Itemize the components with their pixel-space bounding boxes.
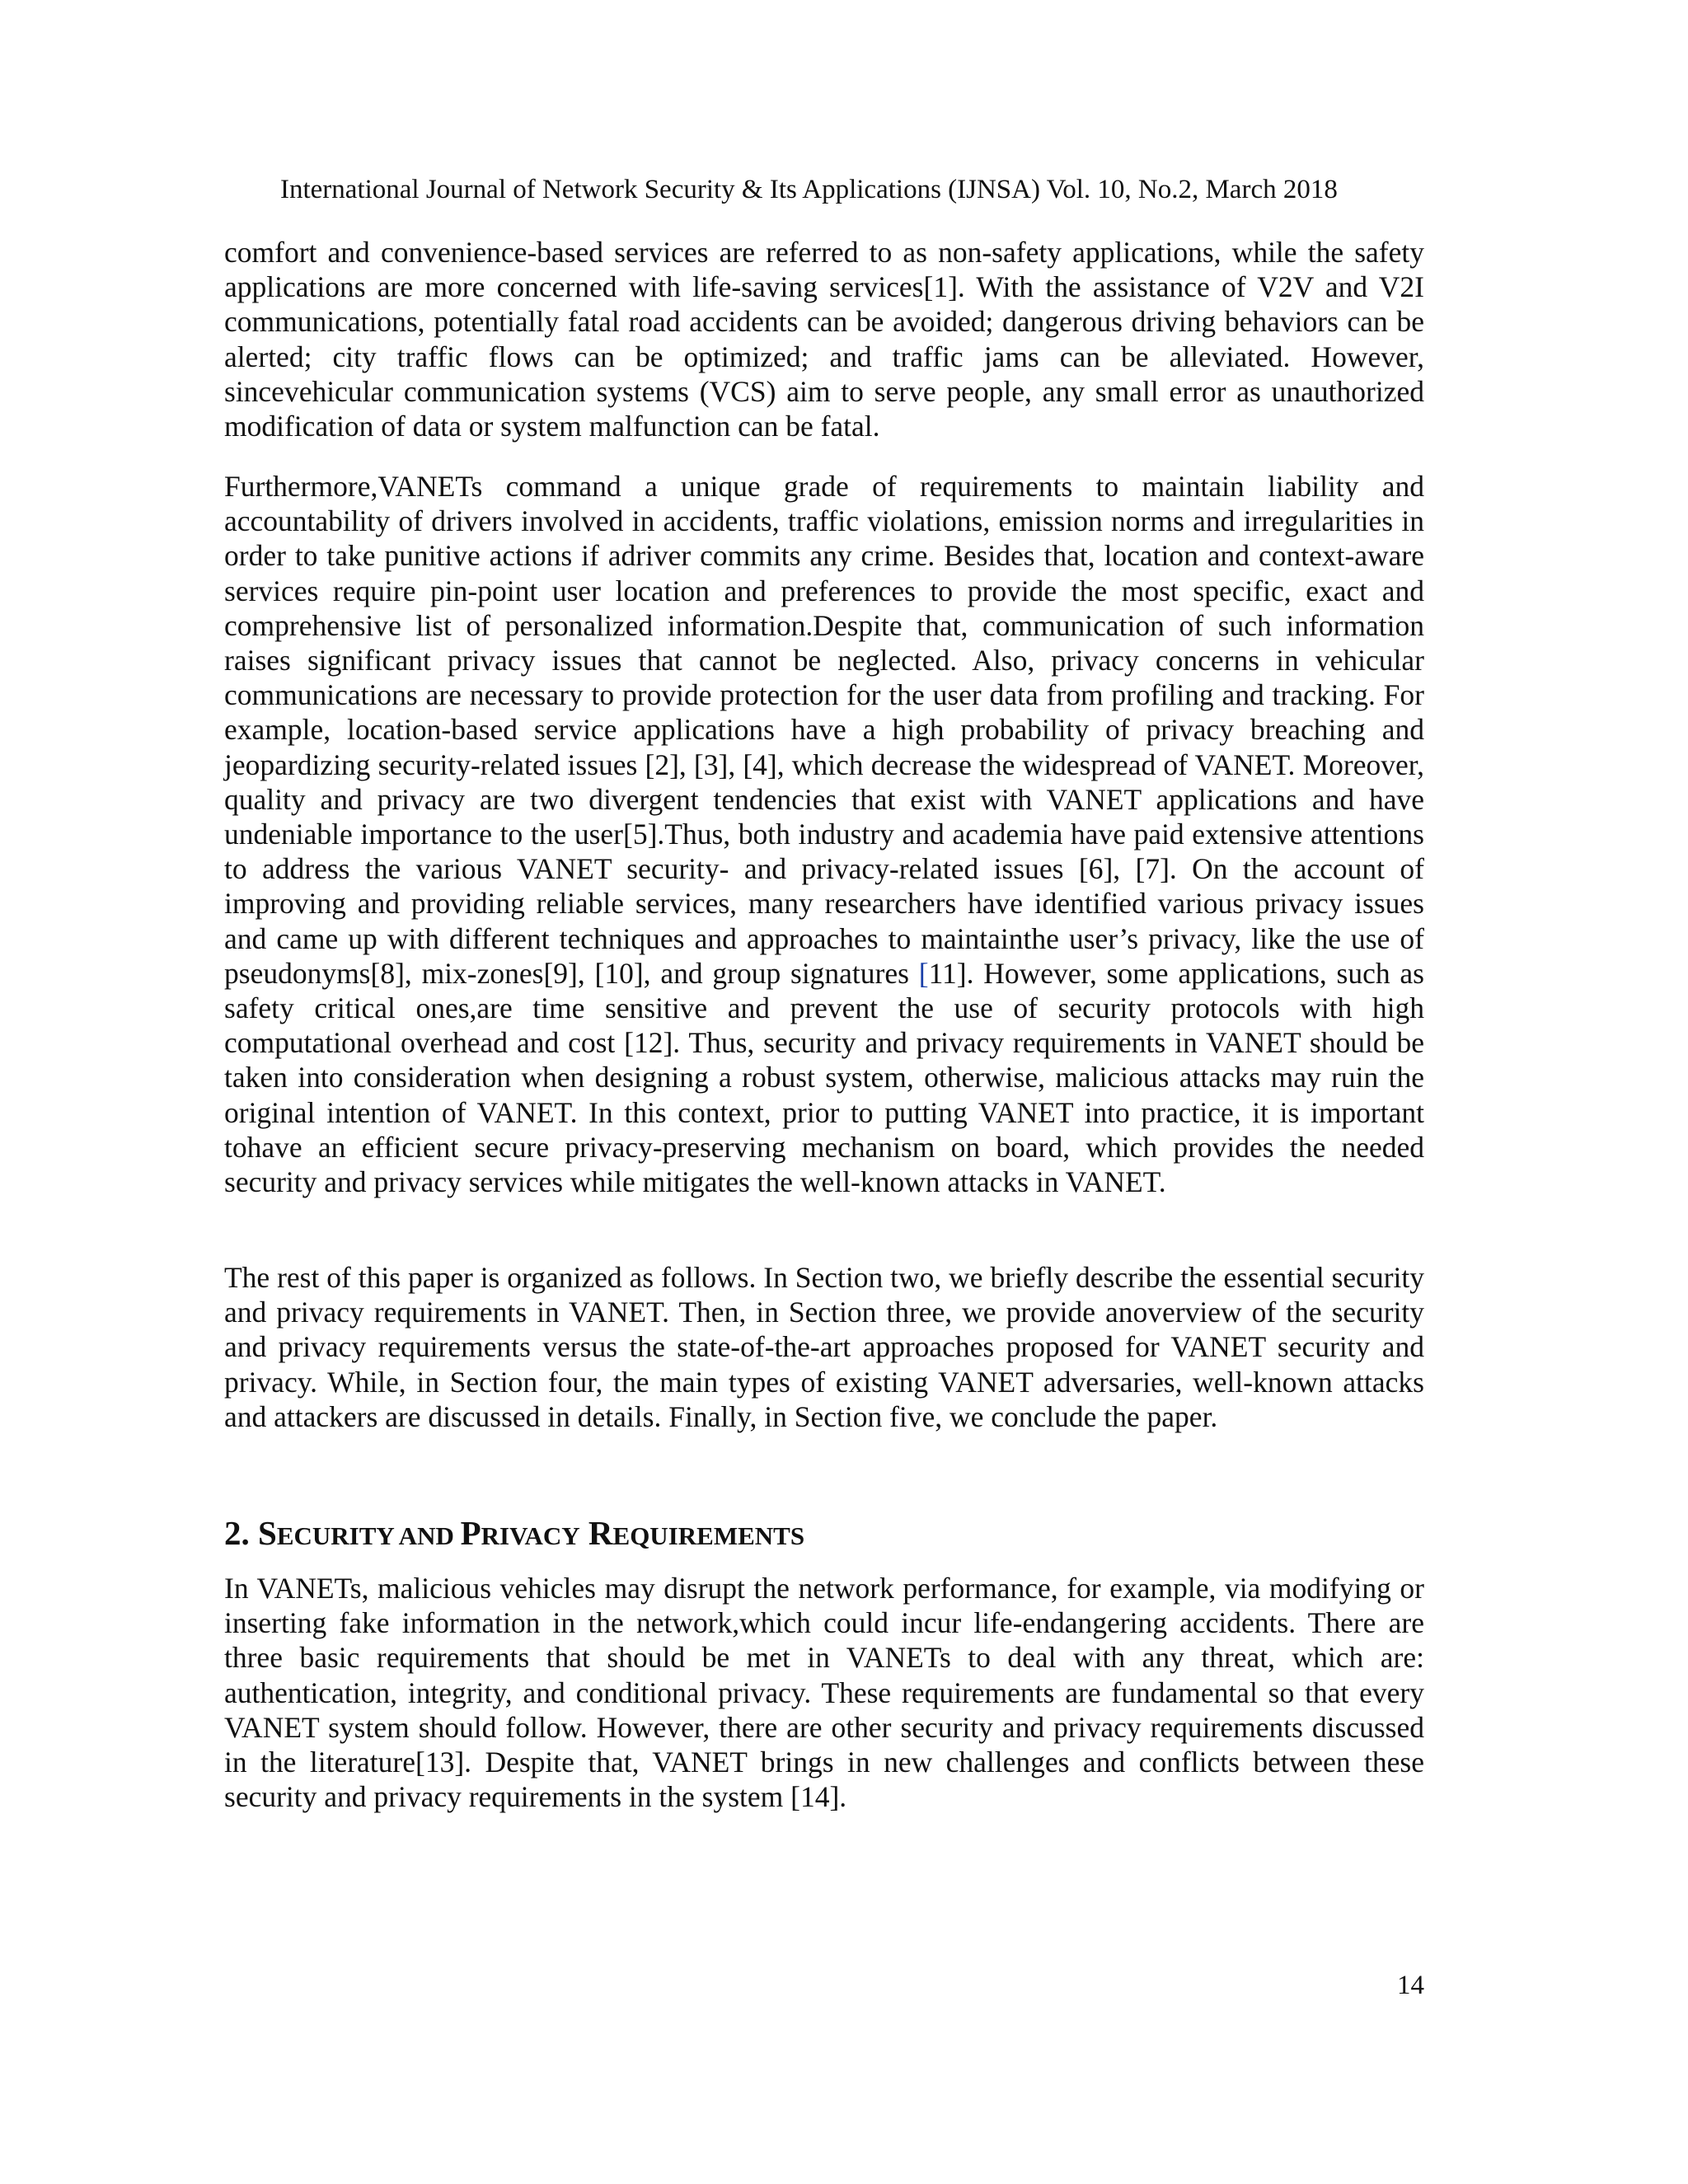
heading-smallcaps-security: ECURITY [276,1521,394,1550]
paragraph-3: The rest of this paper is organized as follows. In Section two, we briefly describe the essential security and privacy requirements in VANET. Then, in Section three, we provide anoverview of the security and privacy requirements versus the state-of-the-art approaches proposed for VANET security and privacy. While, in Section four, the main types of existing VANET adversaries, well-known attacks and attackers are discussed in details. Finally, in Section five, we conclude the paper. [224,1261,1424,1433]
paragraph-4: In VANETs, malicious vehicles may disrupt the network performance, for example, via modifying or inserting fake information in the network,which could incur life-endangering accidents. There are three basic requirements that should be met in VANETs to deal with any threat, which are: authentication, integrity, and conditional privacy. These requirements are fundamental so that every VANET system should follow. However, there are other security and privacy requirements discussed in the literature[13]. Despite that, VANET brings in new challenges and conflicts between these security and privacy requirements in the system [14]. [224,1572,1424,1814]
heading-initial-r: R [588,1514,613,1552]
heading-space [580,1514,588,1552]
heading-initial-p: P [460,1514,481,1552]
page-number: 14 [1397,1971,1424,2000]
running-header: International Journal of Network Security & Its Applications (IJNSA) Vol. 10, No.2, March 2018 [280,175,1338,204]
heading-initial-s: S [258,1514,277,1552]
section-heading [224,1513,1424,1556]
heading-smallcaps-and: AND [393,1521,461,1550]
paragraph-2 [224,469,1424,1199]
citation-link[interactable]: [ [918,956,929,990]
paragraph-1: comfort and convenience-based services are referred to as non-safety applications, while the safety applications are more concerned with life-saving services[1]. With the assistance of V2V and V2I communications, potentially fatal road accidents can be avoided; dangerous driving behaviors can be alerted; city traffic flows can be optimized; and traffic jams can be alleviated. However, sincevehicular communication systems (VCS) aim to serve people, any small error as unauthorized modification of data or system malfunction can be fatal. [224,236,1424,443]
heading-smallcaps-privacy: RIVACY [481,1521,580,1550]
section-number: 2. [224,1514,258,1552]
heading-smallcaps-requirements: EQUIREMENTS [612,1521,805,1550]
paragraph-2-text-b: 11]. However, some applications, such as safety critical ones,are time sensitive and prevent the use of security protocols with high computational overhead and cost [12]. Thus, security and privacy requirements in VANET should be taken into consideration when designing a robust system, otherwise, malicious attacks may ruin the original intention of VANET. In this context, prior to putting VANET into practice, it is important tohave an efficient secure privacy-preserving mechanism on board, which provides the needed security and privacy services while mitigates the well-known attacks in VANET. [224,956,1425,1199]
paragraph-2-text-a: Furthermore,VANETs command a unique grade of requirements to maintain liability and accountability of drivers involved in accidents, traffic violations, emission norms and irregularities in order to take punitive actions if adriver commits any crime. Besides that, location and context-aware services require pin-point user location and preferences to provide the most specific, exact and comprehensive list of personalized information.Despite that, communication of such information raises significant privacy issues that cannot be neglected. Also, privacy concerns in vehicular communications are necessary to provide protection for the user data from profiling and tracking. For example, location-based service applications have a high probability of privacy breaching and jeopardizing security-related issues [2], [3], [4], which decrease the widespread of VANET. Moreover, quality and privacy are two divergent tendencies that exist with VANET applications and have undeniable importance to the user[5].Thus, both industry and academia have paid extensive attentions to address the various VANET security- and privacy-related issues [6], [7]. On the account of improving and providing reliable services, many researchers have identified various privacy issues and came up with different techniques and approaches to maintainthe user’s privacy, like the use of pseudonyms[8], mix-zones[9], [10], and group signatures [224,470,1424,990]
